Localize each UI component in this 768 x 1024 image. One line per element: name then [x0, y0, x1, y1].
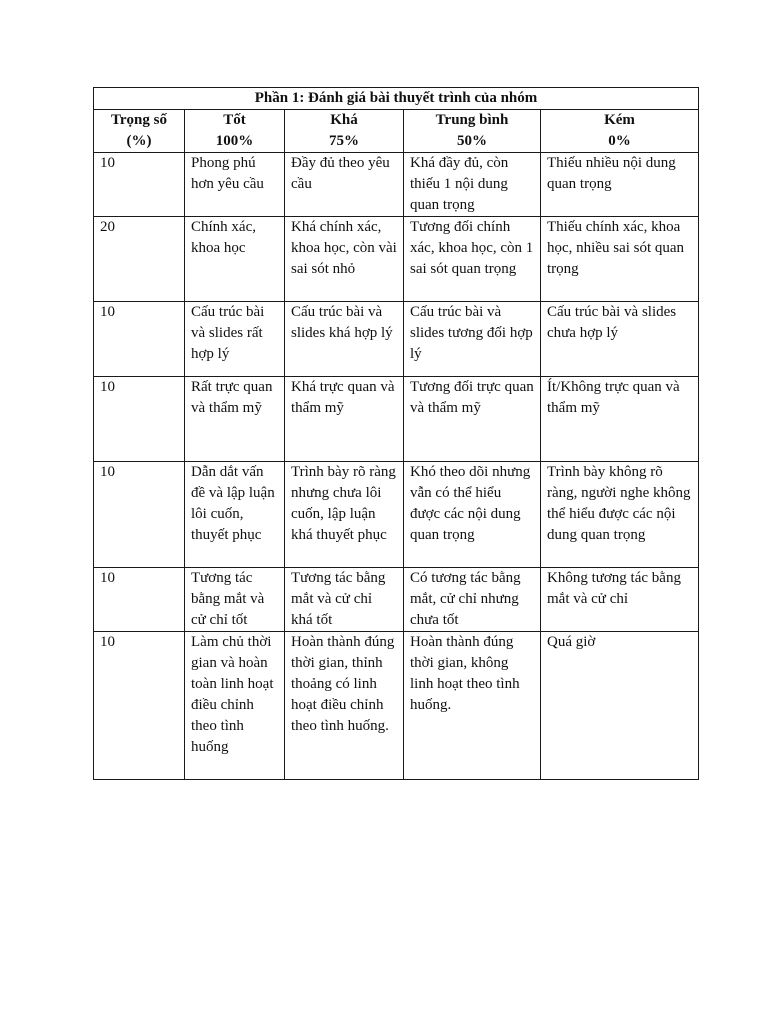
table-row [94, 153, 699, 217]
average-cell: Hoàn thành đúng thời gian, không linh hoạt theo tình huống. [404, 632, 541, 780]
column-header-sub: 50% [457, 133, 487, 149]
column-header-label: Trọng số [111, 112, 167, 128]
poor-cell: Thiếu chính xác, khoa học, nhiều sai sót quan trọng [541, 217, 699, 302]
column-header-good [185, 110, 285, 153]
column-header-sub: 100% [215, 133, 254, 149]
column-header-label: Khá [330, 112, 358, 128]
good-cell: Dẫn dắt vấn đề và lập luận lôi cuốn, thuyết phục [185, 462, 285, 568]
average-cell: Tương đối chính xác, khoa học, còn 1 sai sót quan trọng [404, 217, 541, 302]
table-row [94, 632, 699, 780]
average-cell: Có tương tác bằng mắt, cử chỉ nhưng chưa tốt [404, 568, 541, 632]
fair-cell: Khá trực quan và thẩm mỹ [285, 377, 404, 462]
fair-cell: Tương tác bằng mắt và cử chỉ khá tốt [285, 568, 404, 632]
poor-cell: Quá giờ [541, 632, 699, 780]
average-cell: Cấu trúc bài và slides tương đối hợp lý [404, 302, 541, 377]
header-row [94, 110, 699, 153]
good-cell: Cấu trúc bài và slides rất hợp lý [185, 302, 285, 377]
poor-cell: Cấu trúc bài và slides chưa hợp lý [541, 302, 699, 377]
table-row [94, 302, 699, 377]
fair-cell: Trình bày rõ ràng nhưng chưa lôi cuốn, lập luận khá thuyết phục [285, 462, 404, 568]
weight-cell: 10 [94, 302, 185, 377]
column-header-sub: 0% [608, 133, 631, 149]
good-cell: Phong phú hơn yêu cầu [185, 153, 285, 217]
rubric-table [93, 87, 699, 780]
column-header-label: Kém [604, 112, 635, 128]
table-row [94, 568, 699, 632]
average-cell: Tương đối trực quan và thẩm mỹ [404, 377, 541, 462]
table-title: Phần 1: Đánh giá bài thuyết trình của nhóm [94, 88, 699, 110]
column-header-average [404, 110, 541, 153]
column-header-label: Tốt [223, 112, 246, 128]
good-cell: Tương tác bằng mắt và cử chỉ tốt [185, 568, 285, 632]
poor-cell: Không tương tác bằng mắt và cử chỉ [541, 568, 699, 632]
title-row [94, 88, 699, 110]
poor-cell: Ít/Không trực quan và thẩm mỹ [541, 377, 699, 462]
column-header-weight [94, 110, 185, 153]
weight-cell: 20 [94, 217, 185, 302]
table-row [94, 462, 699, 568]
fair-cell: Đầy đủ theo yêu cầu [285, 153, 404, 217]
fair-cell: Cấu trúc bài và slides khá hợp lý [285, 302, 404, 377]
average-cell: Khó theo dõi nhưng vẫn có thể hiểu được các nội dung quan trọng [404, 462, 541, 568]
fair-cell: Khá chính xác, khoa học, còn vài sai sót nhỏ [285, 217, 404, 302]
column-header-sub: (%) [126, 133, 152, 149]
average-cell: Khá đầy đủ, còn thiếu 1 nội dung quan trọng [404, 153, 541, 217]
poor-cell: Thiếu nhiều nội dung quan trọng [541, 153, 699, 217]
good-cell: Chính xác, khoa học [185, 217, 285, 302]
fair-cell: Hoàn thành đúng thời gian, thỉnh thoảng có linh hoạt điều chỉnh theo tình huống. [285, 632, 404, 780]
column-header-poor [541, 110, 699, 153]
weight-cell: 10 [94, 153, 185, 217]
poor-cell: Trình bày không rõ ràng, người nghe không thể hiểu được các nội dung quan trọng [541, 462, 699, 568]
good-cell: Làm chủ thời gian và hoàn toàn linh hoạt điều chỉnh theo tình huống [185, 632, 285, 780]
column-header-label: Trung bình [435, 112, 509, 128]
weight-cell: 10 [94, 462, 185, 568]
table-row [94, 217, 699, 302]
weight-cell: 10 [94, 568, 185, 632]
table-row [94, 377, 699, 462]
weight-cell: 10 [94, 377, 185, 462]
good-cell: Rất trực quan và thẩm mỹ [185, 377, 285, 462]
weight-cell: 10 [94, 632, 185, 780]
column-header-sub: 75% [329, 133, 359, 149]
column-header-fair [285, 110, 404, 153]
